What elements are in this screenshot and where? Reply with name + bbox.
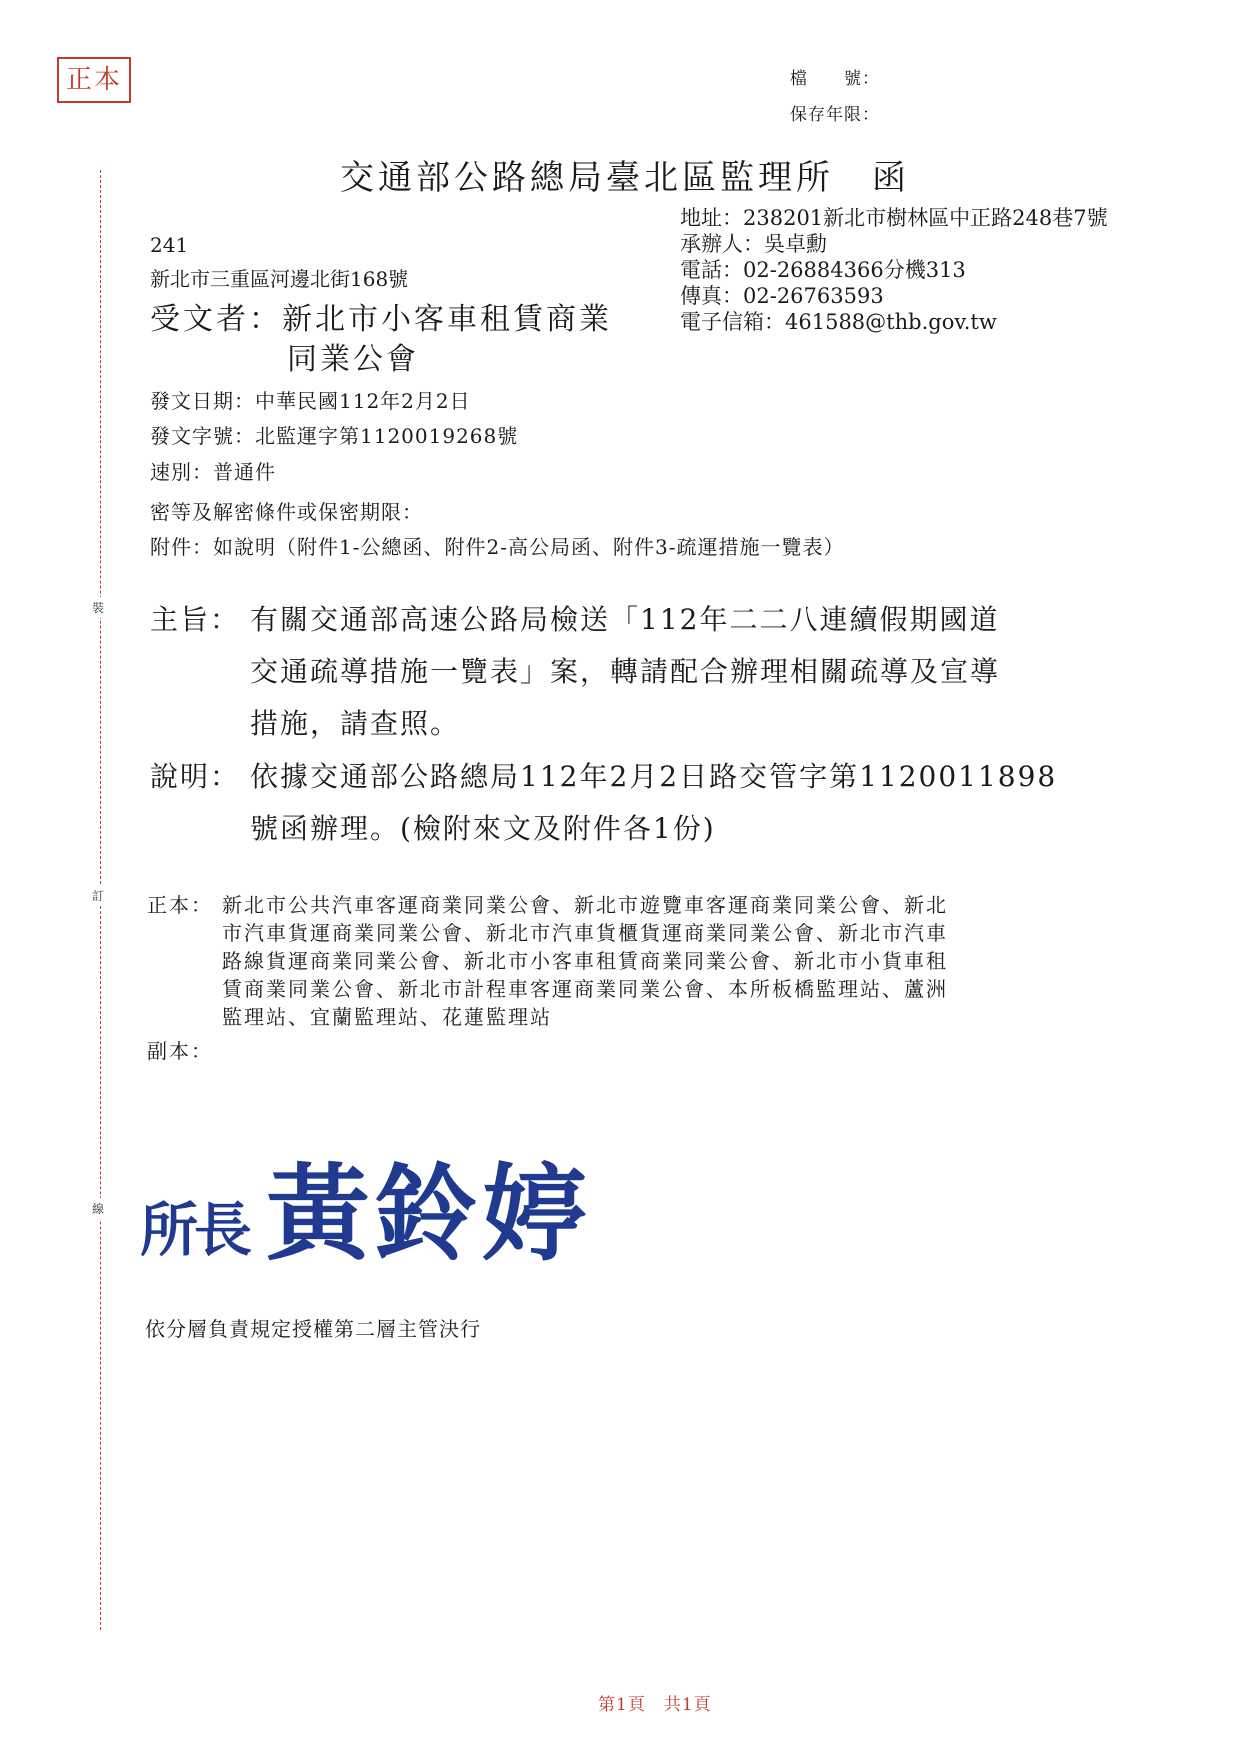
signature-title: 所長 — [140, 1196, 249, 1264]
original-recipients-label: 正本： — [147, 893, 213, 917]
secrecy-level: 密等及解密條件或保密期限： — [150, 500, 423, 524]
explanation-line: 號函辦理。(檢附來文及附件各1份) — [250, 812, 716, 845]
original-recipients-list — [222, 891, 948, 1031]
subject-line: 措施，請查照。 — [250, 707, 461, 740]
binding-mark: 線 — [92, 1198, 104, 1219]
original-copy-stamp: 正本 — [57, 57, 131, 103]
explanation-line: 依據交通部公路總局112年2月2日路交管字第1120011898 — [250, 760, 1058, 793]
sender-phone: 電話：02-26884366分機313 — [680, 258, 966, 282]
original-recipients-line: 新北市公共汽車客運商業同業公會、新北市遊覽車客運商業同業公會、新北 — [222, 893, 948, 917]
sender-contact-block — [680, 205, 1108, 335]
attachments: 附件：如說明（附件1-公總函、附件2-高公局函、附件3-疏運措施一覽表） — [150, 535, 845, 559]
recipient-address: 新北市三重區河邊北街168號 — [150, 267, 409, 291]
page-number: 第1頁 共1頁 — [598, 1695, 712, 1715]
recipient-postcode: 241 — [150, 233, 189, 257]
sender-email: 電子信箱：461588@thb.gov.tw — [680, 310, 997, 334]
urgency-level: 速別：普通件 — [150, 460, 276, 484]
original-recipients-line: 賃商業同業公會、新北市計程車客運商業同業公會、本所板橋監理站、蘆洲 — [222, 977, 948, 1001]
subject-line: 有關交通部高速公路局檢送「112年二二八連續假期國道 — [250, 603, 1000, 636]
director-signature-seal — [140, 1130, 590, 1280]
recipient-block — [150, 300, 612, 380]
explanation-label: 說明： — [150, 760, 241, 793]
subject-label: 主旨： — [150, 603, 241, 636]
copy-recipients-label: 副本： — [147, 1039, 213, 1063]
sender-fax: 傳真：02-26763593 — [680, 284, 884, 308]
signature-name: 黃鈴婷 — [266, 1152, 591, 1275]
original-recipients-line: 路線貨運商業同業公會、新北市小客車租賃商業同業公會、新北市小貨車租 — [222, 949, 948, 973]
retention-period-label: 保存年限： — [790, 105, 880, 125]
recipient-line-2: 同業公會 — [287, 342, 419, 377]
recipient-line-1: 受文者：新北市小客車租賃商業 — [150, 302, 612, 337]
original-recipients-line: 市汽車貨運商業同業公會、新北市汽車貨櫃貨運商業同業公會、新北市汽車 — [222, 921, 948, 945]
binding-mark: 訂 — [92, 885, 104, 906]
authorization-note: 依分層負責規定授權第二層主管決行 — [145, 1317, 481, 1341]
subject-line: 交通疏導措施一覽表」案，轉請配合辦理相關疏導及宣導 — [250, 655, 1001, 688]
issue-number: 發文字號：北監運字第1120019268號 — [150, 424, 519, 448]
issue-date: 發文日期：中華民國112年2月2日 — [150, 389, 471, 413]
original-recipients-line: 監理站、宜蘭監理站、花蓮監理站 — [222, 1005, 552, 1029]
sender-contact-person: 承辦人：吳卓勳 — [680, 232, 827, 256]
document-title: 交通部公路總局臺北區監理所 函 — [340, 158, 910, 198]
sender-address: 地址：238201新北市樹林區中正路248巷7號 — [680, 206, 1108, 230]
file-number-label: 檔 號： — [790, 69, 880, 89]
binding-mark: 裝 — [92, 597, 104, 618]
